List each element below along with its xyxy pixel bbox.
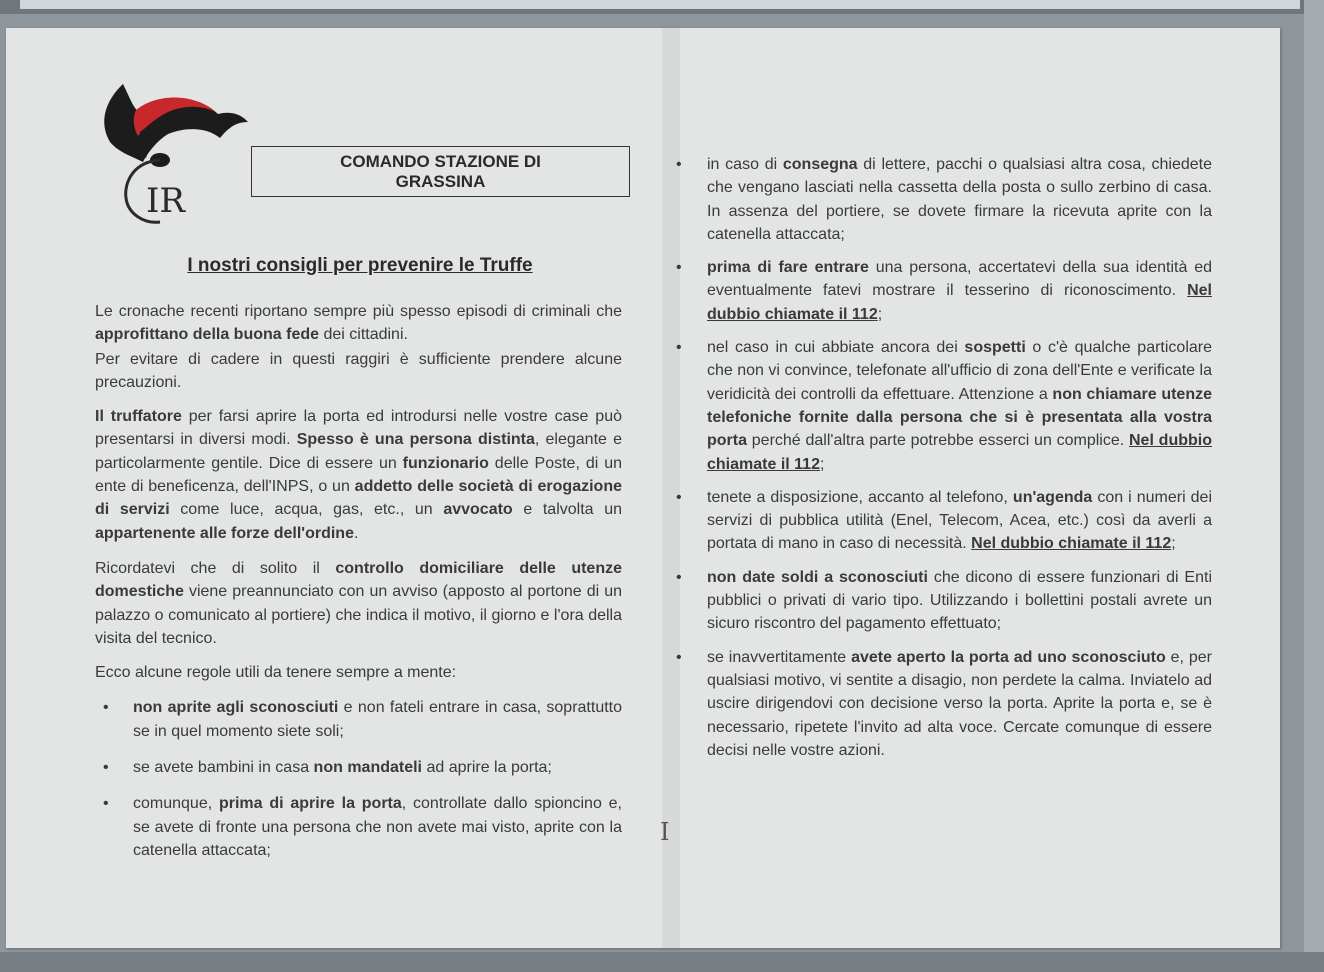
text-segment: o c'è qualche particolare che non vi convince, telefonate all'ufficio di zona dell'Ente e verificate la veridicità dei controlli da effettuare. Attenzione a	[707, 339, 1212, 403]
bullet-dot-icon: •	[103, 759, 109, 777]
text-segment: di lettere, pacchi o qualsiasi altra cosa, chiedete che vengano lasciati nella cassetta della posta o sullo zerbino di casa. In assenza del portiere, se dovete firmare la ricevuta aprite con la catenella attaccata;	[707, 156, 1212, 243]
text-segment: funzionario	[402, 454, 489, 472]
text-segment: con i numeri dei servizi di pubblica utilità (Enel, Telecom, Acea, etc.) così da averli a portata di mano in caso di necessità.	[707, 488, 1213, 553]
text-segment: Per evitare di cadere in questi raggiri è sufficiente prendere alcune precauzioni.	[95, 350, 622, 391]
text-segment: Nel dubbio chiamate il 112	[971, 535, 1172, 553]
text-segment: avete aperto la porta ad uno sconosciuto	[851, 648, 1166, 666]
bullet-dot-icon: •	[676, 339, 682, 357]
text-segment: che dicono di essere funzionari di Enti pubblici o privati di vario tipo. Utilizzando i bollettini postali avrete un sicuro riscontro del pagamento effettuato;	[707, 568, 1213, 633]
text-segment: nel caso in cui abbiate ancora dei	[707, 339, 965, 357]
bullet-item	[676, 566, 1213, 636]
text-segment: e non fateli entrare in casa, soprattutto se in quel momento siete soli;	[133, 699, 623, 740]
text-segment: Ecco alcune regole utili da tenere sempre a mente:	[95, 664, 457, 682]
text-segment: una persona, accertatevi della sua identità ed eventualmente fatevi mostrare il tesserino di riconoscimento.	[707, 259, 1212, 300]
previous-page-edge	[20, 0, 1300, 9]
text-segment: viene preannunciato con un avviso (apposto al portone di un palazzo o comunicato al portiere) che indica il motivo, il giorno e l'ora della visita del tecnico.	[95, 583, 622, 647]
text-segment: prima di aprire la porta	[218, 795, 402, 813]
text-segment: non aprite agli sconosciuti	[133, 699, 339, 717]
text-segment: non chiamare utenze telefoniche fornite dalla persona che si è presentata alla vostra porta	[707, 385, 1212, 450]
text-segment: controllo domiciliare delle utenze domestiche	[95, 559, 622, 601]
bullet-dot-icon: •	[676, 156, 682, 173]
bullet-item	[676, 336, 1212, 476]
emblem-letters: IR	[146, 181, 186, 221]
bullet-dot-icon: •	[103, 795, 109, 813]
left-column	[95, 300, 622, 875]
next-page-edge	[1304, 0, 1324, 972]
text-segment: prima di fare entrare	[707, 259, 869, 277]
text-cursor-icon: I	[660, 818, 670, 846]
text-segment: addetto delle società di erogazione di servizi	[95, 478, 622, 519]
bullet-item	[676, 486, 1213, 556]
bullet-item	[676, 646, 1213, 762]
text-segment: perché dall'altra parte potrebbe esserci un complice.	[747, 432, 1129, 450]
bullet-dot-icon: •	[103, 699, 109, 717]
bullet-dot-icon: •	[676, 488, 682, 506]
carabinieri-emblem-icon	[88, 72, 253, 232]
bullet-dot-icon: •	[676, 259, 682, 277]
bullet-dot-icon: •	[676, 648, 682, 666]
text-segment: Nel dubbio chiamate il 112	[707, 282, 1212, 323]
text-segment: ;	[1171, 535, 1176, 553]
text-segment: non date soldi a sconosciuti	[707, 568, 928, 586]
text-segment: sospetti	[964, 339, 1026, 357]
text-segment: consegna	[782, 156, 858, 173]
text-segment: comunque,	[133, 795, 219, 813]
viewer-top-bar	[0, 0, 1324, 14]
document-subtitle: I nostri consigli per prevenire le Truffe	[187, 255, 533, 276]
text-segment: Il truffatore	[95, 408, 182, 426]
text-segment: , elegante e particolarmente gentile. Dice di essere un	[95, 431, 623, 472]
text-segment: ;	[819, 455, 825, 473]
text-segment: come luce, acqua, gas, etc., un	[169, 501, 444, 519]
header-line-1: COMANDO STAZIONE DI	[340, 151, 541, 171]
text-segment: se avete bambini in casa	[133, 759, 314, 777]
text-segment: approfittano della buona fede	[95, 326, 320, 344]
text-segment: e talvolta un	[512, 501, 622, 519]
paragraph	[95, 300, 622, 347]
text-segment: Le cronache recenti riportano sempre più spesso episodi di criminali che	[95, 303, 622, 320]
text-segment: appartenente alle forze dell'ordine	[95, 524, 354, 542]
text-segment: avvocato	[443, 501, 513, 519]
text-segment: Spesso è una persona distinta	[296, 431, 535, 449]
text-segment: e, per qualsiasi motivo, vi sentite a disagio, non perdete la calma. Inviatelo ad uscire dirigendovi con decisione verso la porta. Aprite la porta e, se è necessario, ripetete l'invito ad alta voce. Cercate comunque di essere decisi nelle vostre azioni.	[707, 648, 1213, 759]
bullet-dot-icon: •	[676, 568, 682, 586]
text-segment: un'agenda	[1012, 488, 1093, 506]
paragraph	[95, 405, 622, 545]
bullet-item	[95, 792, 622, 862]
bullet-item	[95, 696, 622, 743]
paragraph	[95, 557, 622, 650]
text-segment: Nel dubbio chiamate il 112	[707, 432, 1212, 473]
text-segment: .	[353, 524, 359, 542]
text-segment: se inavvertitamente	[707, 648, 852, 666]
header-line-2: GRASSINA	[395, 171, 486, 191]
paragraph	[95, 661, 622, 684]
text-segment: dei cittadini.	[319, 326, 408, 344]
paragraph	[95, 348, 622, 395]
text-segment: ad aprire la porta;	[422, 759, 552, 777]
header-box	[251, 146, 630, 197]
viewer-bottom-bar	[0, 952, 1324, 972]
bullet-item	[676, 256, 1212, 326]
text-segment: Ricordatevi che di solito il	[95, 559, 336, 577]
text-segment: per farsi aprire la porta ed introdursi nelle vostre case può presentarsi in diversi modi.	[95, 408, 623, 449]
text-segment: ;	[877, 305, 883, 323]
text-segment: delle Poste, di un ente di beneficenza, dell'INPS, o un	[95, 454, 622, 496]
text-segment: in caso di	[707, 156, 783, 173]
bullet-item	[676, 153, 1212, 246]
text-segment: non mandateli	[313, 759, 422, 777]
right-column	[676, 153, 1213, 772]
text-segment: , controllate dallo spioncino e, se avete di fronte una persona che non avete mai visto, aprite con la catenella attaccata;	[133, 795, 623, 859]
text-segment: tenete a disposizione, accanto al telefono,	[707, 488, 1013, 506]
bullet-item	[95, 756, 622, 779]
